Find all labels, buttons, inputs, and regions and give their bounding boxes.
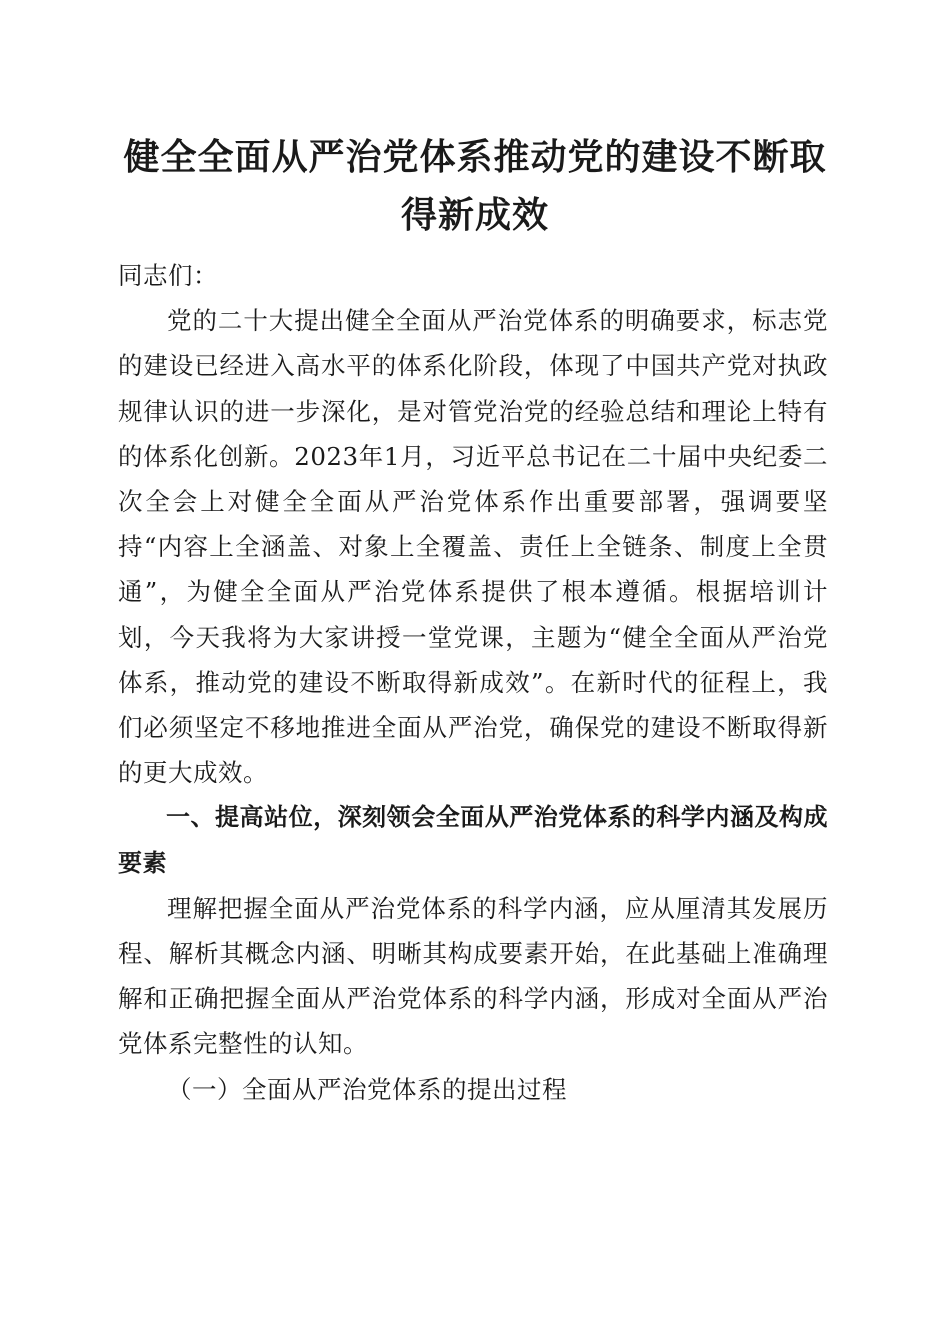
document-body [118,253,828,1112]
intro-paragraph: 党的二十大提出健全全面从严治党体系的明确要求，标志党的建设已经进入高水平的体系化阶段，体现了中国共产党对执政规律认识的进一步深化，是对管党治党的经验总结和理论上特有的体系化创新。2023年1月，习近平总书记在二十届中央纪委二次全会上对健全全面从严治党体系作出重要部署，强调要坚持“内容上全涵盖、对象上全覆盖、责任上全链条、制度上全贯通”，为健全全面从严治党体系提供了根本遵循。根据培训计划，今天我将为大家讲授一堂党课，主题为“健全全面从严治党体系，推动党的建设不断取得新成效”。在新时代的征程上，我们必须坚定不移地推进全面从严治党，确保党的建设不断取得新的更大成效。 [118,306,828,788]
section-heading: 一、提高站位，深刻领会全面从严治党体系的科学内涵及构成要素 [118,803,828,877]
section-paragraph: 理解把握全面从严治党体系的科学内涵，应从厘清其发展历程、解析其概念内涵、明晰其构成要素开始，在此基础上准确理解和正确把握全面从严治党体系的科学内涵，形成对全面从严治党体系完整性的认知。 [118,893,828,1059]
subsection-heading: （一）全面从严治党体系的提出过程 [167,1074,567,1104]
salutation: 同志们： [118,261,218,290]
document-title: 健全全面从严治党体系推动党的建设不断取得新成效 [123,136,827,236]
